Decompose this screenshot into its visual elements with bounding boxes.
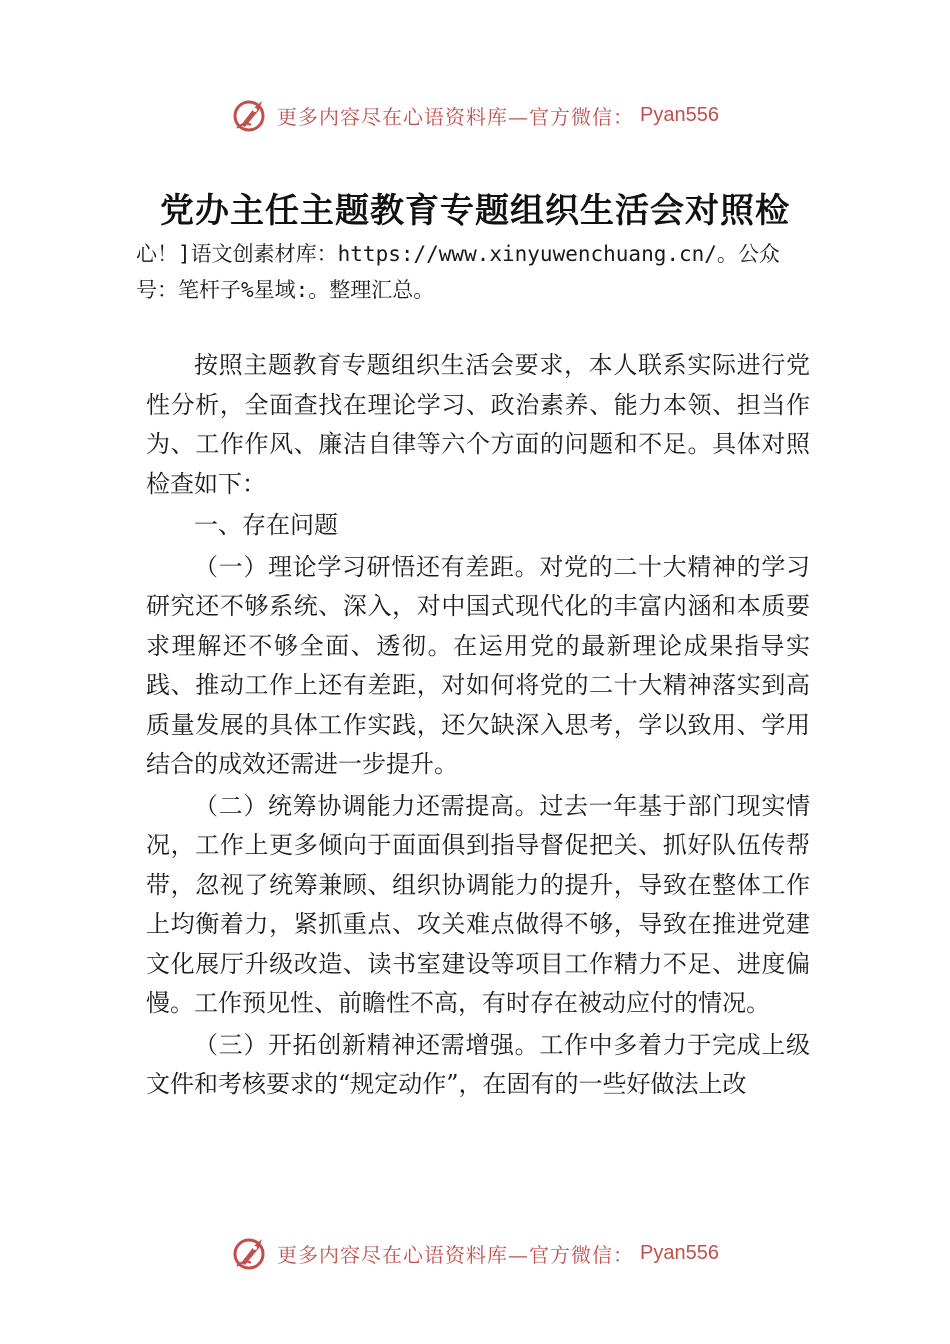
banner-wechat-id: Pyan556 <box>640 103 719 126</box>
pen-nib-logo-icon <box>231 95 271 135</box>
header-banner <box>0 92 950 138</box>
banner-text: 更多内容尽在心语资料库—官方微信： <box>277 1242 635 1267</box>
intro-paragraph: 按照主题教育专题组织生活会要求，本人联系实际进行党性分析，全面查找在理论学习、政治素养、能力本领、担当作为、工作作风、廉洁自律等六个方面的问题和不足。具体对照检查如下： <box>146 351 810 498</box>
body-paragraph: （一）理论学习研悟还有差距。对党的二十大精神的学习研究还不够系统、深入，对中国式现代化的丰富内涵和本质要求理解还不够全面、透彻。在运用党的最新理论成果指导实践、推动工作上还有差距，对如何将党的二十大精神落实到高质量发展的具体工作实践，还欠缺深入思考，学以致用、学用结合的成效还需进一步提升。 <box>146 552 810 778</box>
footer-banner <box>0 1230 950 1276</box>
document-body <box>146 346 810 1107</box>
body-paragraph: （三）开拓创新精神还需增强。工作中多着力于完成上级文件和考核要求的“规定动作”，在固有的一些好做法上改 <box>146 1030 810 1098</box>
body-paragraph: （二）统筹协调能力还需提高。过去一年基于部门现实情况，工作上更多倾向于面面俱到指导督促把关、抓好队伍传帮带，忽视了统筹兼顾、组织协调能力的提升，导致在整体工作上均衡着力，紧抓重点、攻关难点做得不够，导致在推进党建文化展厅升级改造、读书室建设等项目工作精力不足、进度偏慢。工作预见性、前瞻性不高，有时存在被动应付的情况。 <box>146 791 810 1017</box>
document-title: 党办主任主题教育专题组织生活会对照检 <box>160 191 790 231</box>
section-heading: 一、存在问题 <box>194 511 338 539</box>
banner-text: 更多内容尽在心语资料库—官方微信： <box>277 104 635 129</box>
source-note: 心！]语文创素材库：https://www.xinyuwenchuang.cn/。公众号：笔杆子%星域:。整理汇总。 <box>136 242 780 302</box>
pen-nib-logo-icon <box>231 1233 271 1273</box>
banner-wechat-id: Pyan556 <box>640 1241 719 1264</box>
